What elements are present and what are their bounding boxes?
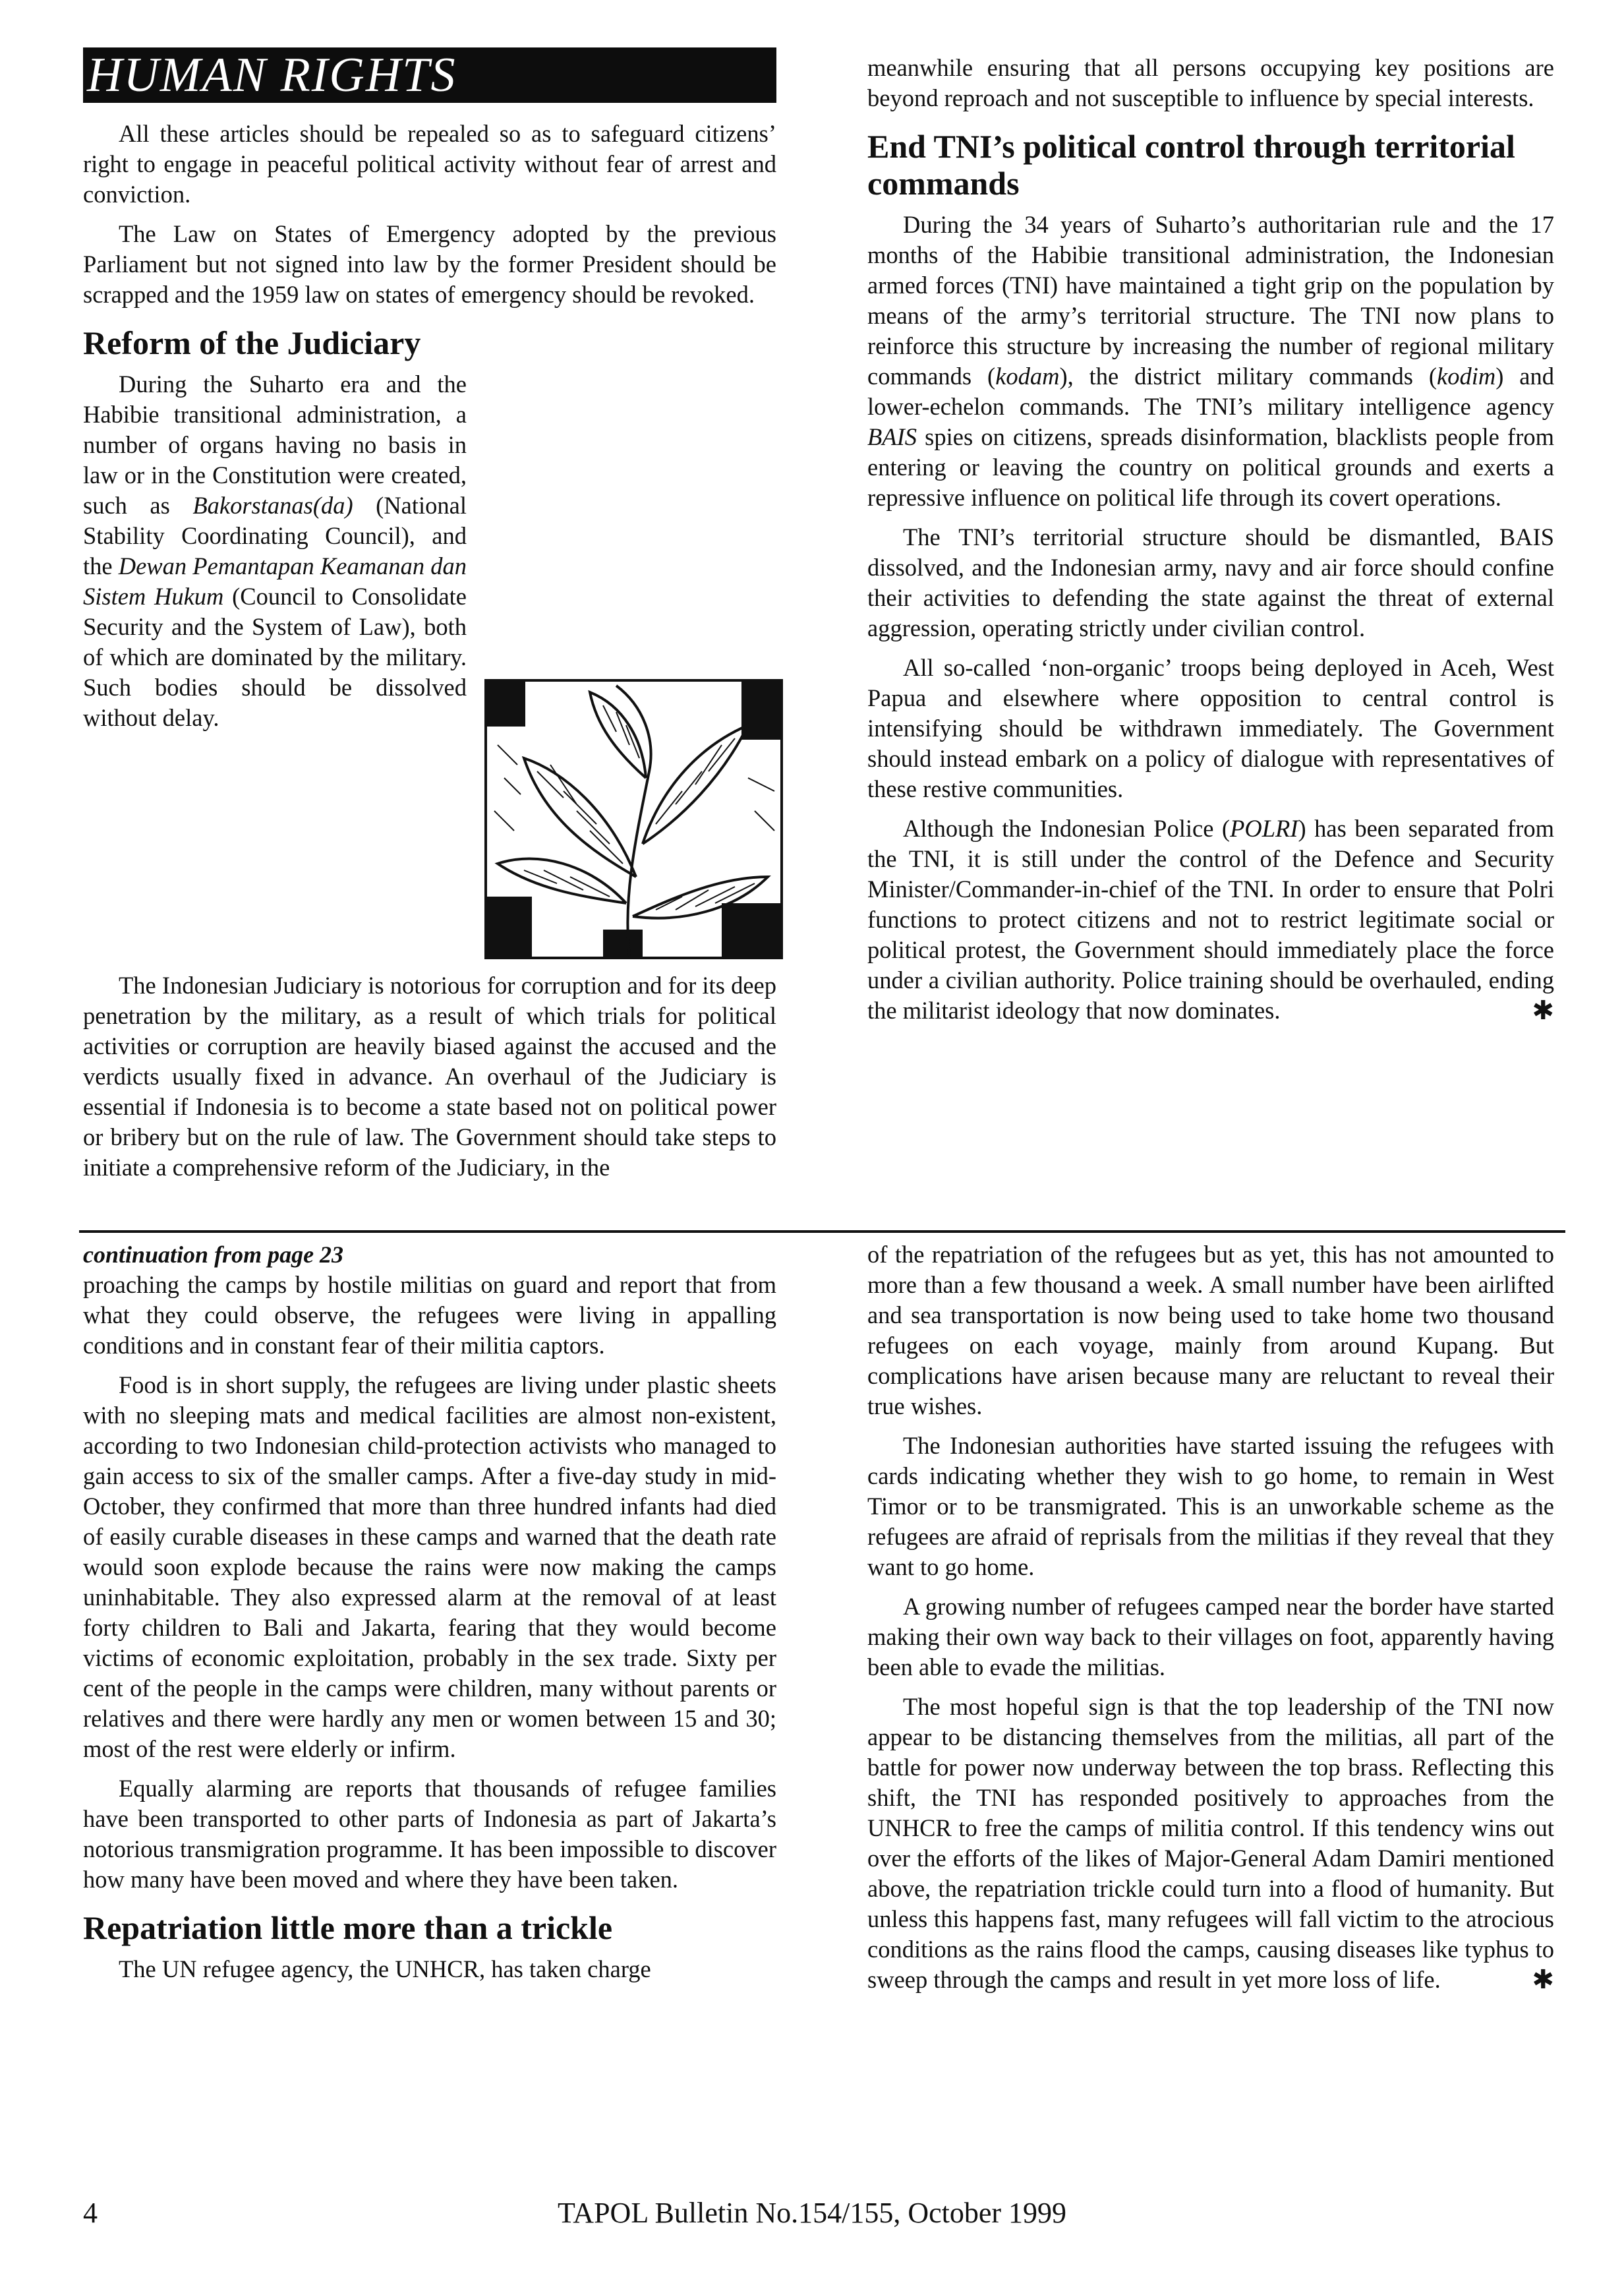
end-mark-icon: ✱ <box>1532 1965 1554 1994</box>
leaf-illustration <box>484 679 783 959</box>
paragraph: During the 34 years of Suharto’s authoritarian rule and the 17 months of the Habibie transitional administration, the Indonesian armed forces (TNI) have maintained a tight grip on the population by means of the army’s territorial structure. The TNI now plans to reinforce this structure by increasing the number of regional military commands (kodam), the district military commands (kodim) and lower-echelon commands. The TNI’s military intelligence agency BAIS spies on citizens, spreads disinformation, blacklists people from entering or leaving the country on political grounds and exerts a repressive influence on political life through its covert operations. <box>867 211 1554 511</box>
heading-reform-judiciary: Reform of the Judiciary <box>83 324 421 361</box>
paragraph: The most hopeful sign is that the top leadership of the TNI now appear to be distancing themselves from the militias, all part of the battle for power now underway between the top brass. Reflecting this shift, the TNI has responded positively to approaches from the UNHCR to free the camps of militia control. If this tendency wins out over the efforts of the likes of Major-General Adam Damiri mentioned above, the repatriation trickle could turn into a flood of humanity. But unless this happens fast, many refugees will fall victim to the atrocious conditions as the rains flood the camps, causing diseases like typhus to sweep through the camps and result in yet more loss of life. ✱ <box>867 1693 1554 1994</box>
paragraph: proaching the camps by hostile militias on guard and report that from what they could observe, the refugees were living in appalling conditions and in constant fear of their militia captors. <box>83 1271 776 1359</box>
publication-footer: TAPOL Bulletin No.154/155, October 1999 <box>557 2197 1067 2229</box>
continuation-label: continuation from page 23 <box>83 1241 344 1268</box>
left-top-column <box>83 119 776 733</box>
paragraph: of the repatriation of the refugees but as yet, this has not amounted to more than a few thousand a week. A small number have been airlifted and sea transportation is now being used to take home two thousand refugees on each voyage, mainly from around Kupang. But complications have arisen because many are reluctant to reveal their true wishes. <box>867 1241 1554 1419</box>
heading-repatriation: Repatriation little more than a trickle <box>83 1909 613 1946</box>
paragraph: The Indonesian Judiciary is notorious for corruption and for its deep penetration by the military, as a result of which trials for political activities or corruption are heavily biased against the accused and the verdicts usually fixed in advance. An overhaul of the Judiciary is essential if Indonesia is to become a state based not on political power or bribery but on the rule of law. The Government should take steps to initiate a comprehensive reform of the Judiciary, in the <box>83 972 776 1181</box>
paragraph: All these articles should be repealed so as to safeguard citizens’ right to engage in peaceful political activity without fear of arrest and conviction. <box>83 120 776 208</box>
paragraph: The UN refugee agency, the UNHCR, has taken charge <box>119 1955 651 1982</box>
right-top-column <box>867 53 1554 1035</box>
left-bottom-column <box>83 1239 776 1994</box>
paragraph: The Law on States of Emergency adopted by the previous Parliament but not signed into law by the former President should be scrapped and the 1959 law on states of emergency should be revoked. <box>83 220 776 308</box>
section-banner: HUMAN RIGHTS <box>83 47 776 103</box>
left-top-column-lower <box>83 970 776 1192</box>
paragraph: meanwhile ensuring that all persons occupying key positions are beyond reproach and not susceptible to influence by special interests. <box>867 54 1554 111</box>
end-mark-icon: ✱ <box>1532 996 1554 1025</box>
paragraph: Food is in short supply, the refugees are living under plastic sheets with no sleeping mats and medical facilities are almost non-existent, according to two Indonesian child-protection activists who managed to gain access to six of the smaller camps. After a five-day study in mid-October, they confirmed that more than three hundred infants had died of easily curable diseases in these camps and warned that the death rate would soon explode because the rains were now making the camps uninhabitable. They also expressed alarm at the removal of at least forty children to Bali and Jakarta, fearing that they would become victims of economic exploitation, probably in the sex trade. Sixty per cent of the people in the camps were children, many without parents or relatives and there were hardly any men or women between 15 and 30; most of the rest were elderly or infirm. <box>83 1371 776 1762</box>
heading-end-tni-control: End TNI’s political control through territorial commands <box>867 128 1515 202</box>
paragraph: All so-called ‘non-organic’ troops being deployed in Aceh, West Papua and elsewhere where opposition to central control is intensifying should be withdrawn immediately. The Government should instead embark on a policy of dialogue with representatives of these restive communities. <box>867 654 1554 802</box>
page-number: 4 <box>83 2197 98 2229</box>
paragraph: Equally alarming are reports that thousands of refugee families have been transported to other parts of Indonesia as part of Jakarta’s notorious transmigration programme. It has been impossible to discover how many have been moved and where they have been taken. <box>83 1775 776 1893</box>
paragraph: During the Suharto era and the Habibie transitional administration, a number of organs having no basis in law or in the Constitution were created, such as Bakorstanas(da) (National Stability Coordinating Council), and the Dewan Pemantapan Keamanan dan Sistem Hukum (Council to Consolidate Security and the System of Law), both of which are dominated by the military. Such bodies should be dissolved without delay. <box>83 371 467 731</box>
paragraph: The TNI’s territorial structure should be dismantled, BAIS dissolved, and the Indonesian army, navy and air force should confine their activities to defending the state against the threat of external aggression, operating strictly under civilian control. <box>867 523 1554 641</box>
paragraph: The Indonesian authorities have started issuing the refugees with cards indicating whether they wish to go home, to remain in West Timor or to be transmigrated. This is an unworkable scheme as the refugees are afraid of reprisals from the militias if they reveal that they want to go home. <box>867 1432 1554 1580</box>
paragraph: A growing number of refugees camped near the border have started making their own way back to their villages on foot, apparently having been able to evade the militias. <box>867 1593 1554 1680</box>
section-divider <box>79 1230 1565 1233</box>
paragraph: Although the Indonesian Police (POLRI) has been separated from the TNI, it is still under the control of the Defence and Security Minister/Commander-in-chief of the TNI. In order to ensure that Polri functions to protect citizens and not to restrict legitimate social or political protest, the Government should immediately place the force under a civilian authority. Police training should be overhauled, ending the militarist ideology that now dominates. ✱ <box>867 815 1554 1025</box>
right-bottom-column <box>867 1239 1554 2004</box>
